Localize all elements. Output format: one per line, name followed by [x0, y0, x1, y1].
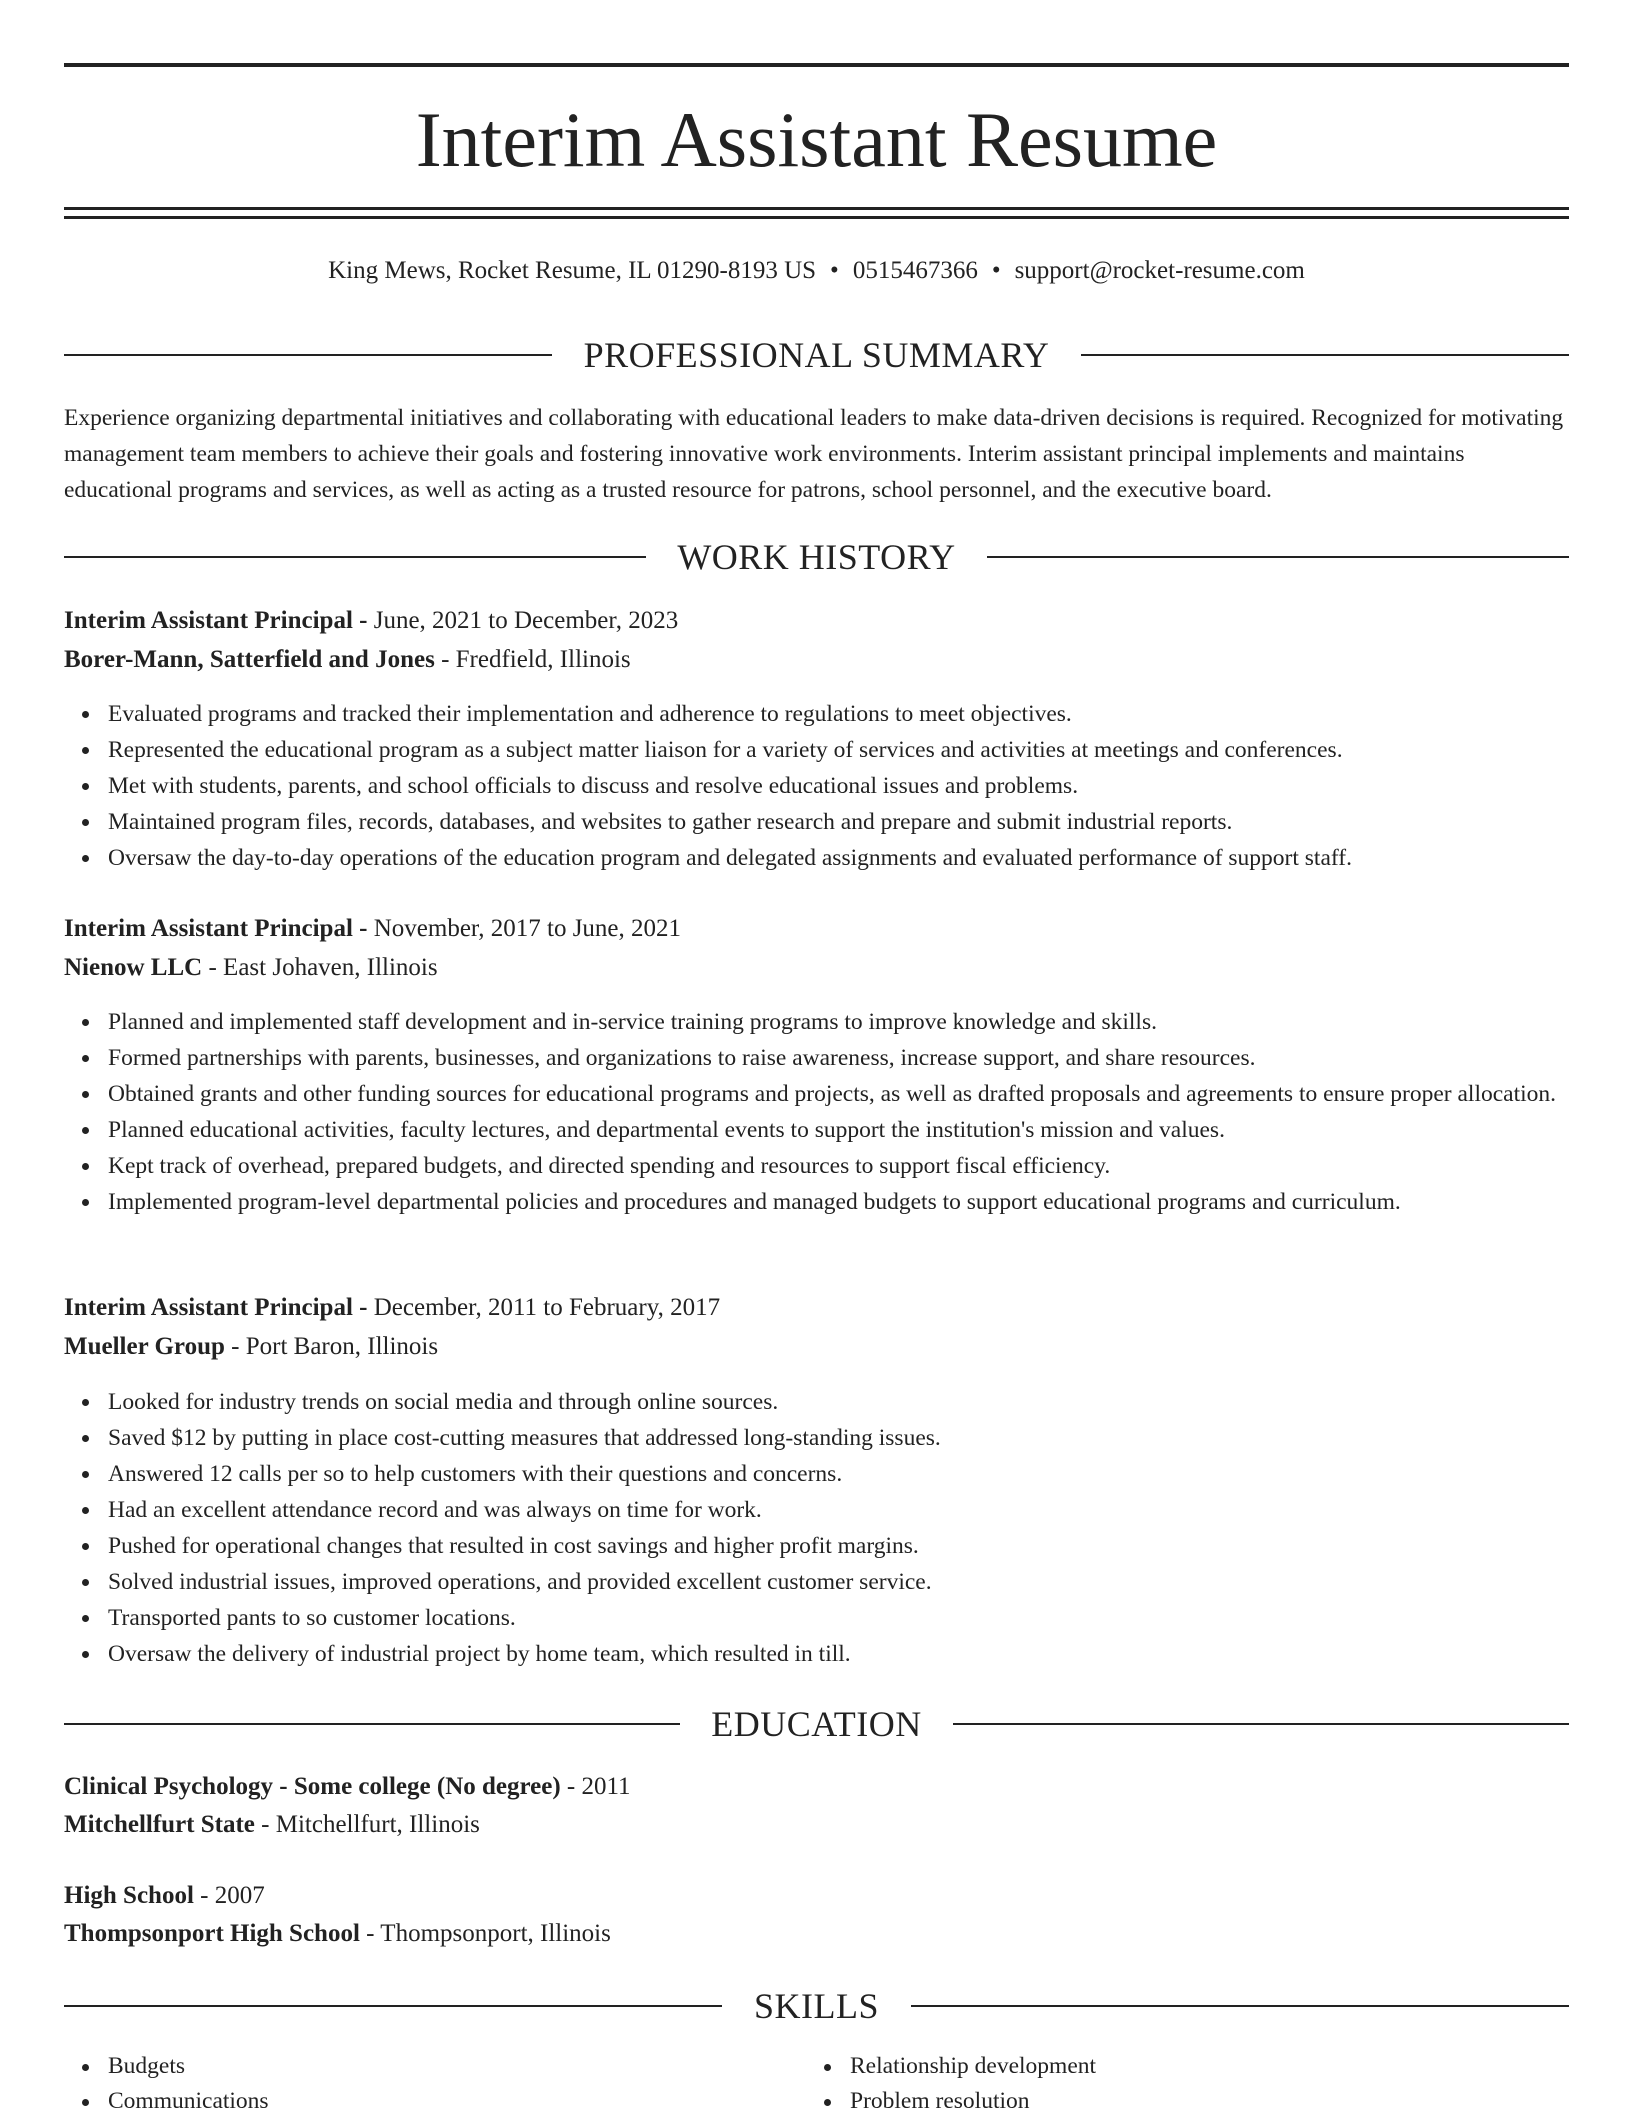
skill-item: Communications [108, 2084, 808, 2119]
list-item: Answered 12 calls per so to help customers with their questions and concerns. [108, 1456, 1613, 1492]
job-bullets [64, 1384, 1613, 1672]
skills-column-left [64, 2049, 808, 2119]
education-degree-line: High School - 2007 [64, 1882, 265, 1909]
list-item: Had an excellent attendance record and was always on time for work. [108, 1492, 1613, 1528]
header-bottom-rule [64, 207, 1569, 210]
job-dates: December, 2011 to February, 2017 [373, 1294, 721, 1321]
list-item: Evaluated programs and tracked their implementation and adherence to regulations to meet objectives. [108, 696, 1613, 732]
education-degree: Clinical Psychology - Some college (No degree) [64, 1773, 561, 1800]
contact-separator: • [830, 257, 839, 284]
job-title: Interim Assistant Principal [64, 1294, 353, 1321]
education-location: Thompsonport, Illinois [380, 1920, 611, 1947]
job-title: Interim Assistant Principal [64, 607, 353, 634]
education-degree: High School [64, 1882, 194, 1909]
job-bullets [64, 1004, 1613, 1220]
section-heading-summary [64, 334, 1569, 376]
contact-line [64, 255, 1569, 287]
section-heading-education [64, 1703, 1569, 1745]
section-title: WORK HISTORY [647, 537, 985, 577]
list-item: Met with students, parents, and school officials to discuss and resolve educational issues and problems. [108, 768, 1613, 804]
skill-item: Relationship development [850, 2049, 1550, 2084]
skills-column-right [806, 2049, 1550, 2119]
list-item: Represented the educational program as a subject matter liaison for a variety of services and activities at meetings and conferences. [108, 732, 1613, 768]
summary-text: Experience organizing departmental initiatives and collaborating with educational leaders to make data-driven decisions is required. Recognized for motivating management team members to achieve their goals and fostering innovative work environments. Interim assistant principal implements and maintains educational programs and services, as well as acting as a trusted resource for patrons, school personnel, and the executive board. [64, 405, 1564, 503]
job-title-line: Interim Assistant Principal - December, 2011 to February, 2017 [64, 1294, 721, 1321]
education-school: Thompsonport High School [64, 1920, 360, 1947]
job-location: East Johaven, Illinois [223, 954, 438, 981]
contact-address: King Mews, Rocket Resume, IL 01290-8193 US [328, 257, 817, 284]
list-item: Pushed for operational changes that resulted in cost savings and higher profit margins. [108, 1528, 1613, 1564]
list-item: Transported pants to so customer locations. [108, 1600, 1613, 1636]
job-company-line: Nienow LLC - East Johaven, Illinois [64, 954, 438, 981]
list-item: Oversaw the delivery of industrial project by home team, which resulted in till. [108, 1636, 1613, 1672]
job-title-line: Interim Assistant Principal - November, 2017 to June, 2021 [64, 915, 682, 942]
education-year: 2011 [581, 1773, 631, 1800]
contact-separator: • [991, 257, 1001, 284]
list-item: Kept track of overhead, prepared budgets, and directed spending and resources to support fiscal efficiency. [108, 1148, 1613, 1184]
list-item: Obtained grants and other funding sources for educational programs and projects, as well as drafted proposals and agreements to ensure proper allocation. [108, 1076, 1613, 1112]
contact-phone: 0515467366 [852, 257, 978, 284]
job-company-line: Borer-Mann, Satterfield and Jones - Fredfield, Illinois [64, 646, 631, 673]
list-item: Solved industrial issues, improved operations, and provided excellent customer service. [108, 1564, 1613, 1600]
job-company: Borer-Mann, Satterfield and Jones [64, 646, 435, 673]
contact-email: support@rocket-resume.com [1014, 257, 1305, 284]
skill-item: Problem resolution [850, 2084, 1550, 2119]
education-school-line: Mitchellfurt State - Mitchellfurt, Illinois [64, 1811, 480, 1838]
header-top-rule [64, 63, 1569, 67]
education-degree-line: Clinical Psychology - Some college (No degree) - 2011 [64, 1773, 631, 1800]
job-location: Fredfield, Illinois [455, 646, 631, 673]
education-year: 2007 [214, 1882, 265, 1909]
job-location: Port Baron, Illinois [245, 1333, 439, 1360]
resume-title: Interim Assistant Resume [415, 96, 1218, 183]
list-item: Planned educational activities, faculty lectures, and departmental events to support the institution's mission and values. [108, 1112, 1613, 1148]
education-school: Mitchellfurt State [64, 1811, 255, 1838]
job-dates: November, 2017 to June, 2021 [373, 915, 682, 942]
list-item: Oversaw the day-to-day operations of the education program and delegated assignments and evaluated performance of support staff. [108, 840, 1613, 876]
job-company: Nienow LLC [64, 954, 203, 981]
section-heading-work [64, 536, 1569, 578]
section-title: EDUCATION [681, 1704, 951, 1744]
section-heading-skills [64, 1985, 1569, 2027]
section-title: SKILLS [724, 1986, 909, 2026]
header-bottom-rule-2 [64, 216, 1569, 219]
job-bullets [64, 696, 1613, 876]
education-location: Mitchellfurt, Illinois [275, 1811, 480, 1838]
job-title-line: Interim Assistant Principal - June, 2021 to December, 2023 [64, 607, 679, 634]
job-company: Mueller Group [64, 1333, 225, 1360]
list-item: Planned and implemented staff development and in-service training programs to improve knowledge and skills. [108, 1004, 1613, 1040]
list-item: Looked for industry trends on social media and through online sources. [108, 1384, 1613, 1420]
job-dates: June, 2021 to December, 2023 [373, 607, 679, 634]
job-company-line: Mueller Group - Port Baron, Illinois [64, 1333, 439, 1360]
list-item: Implemented program-level departmental policies and procedures and managed budgets to support educational programs and curriculum. [108, 1184, 1613, 1220]
skill-item: Budgets [108, 2049, 808, 2084]
list-item: Maintained program files, records, databases, and websites to gather research and prepare and submit industrial reports. [108, 804, 1613, 840]
section-title: PROFESSIONAL SUMMARY [554, 335, 1080, 375]
list-item: Formed partnerships with parents, businesses, and organizations to raise awareness, increase support, and share resources. [108, 1040, 1613, 1076]
education-school-line: Thompsonport High School - Thompsonport, Illinois [64, 1920, 611, 1947]
list-item: Saved $12 by putting in place cost-cutting measures that addressed long-standing issues. [108, 1420, 1613, 1456]
job-title: Interim Assistant Principal [64, 915, 353, 942]
